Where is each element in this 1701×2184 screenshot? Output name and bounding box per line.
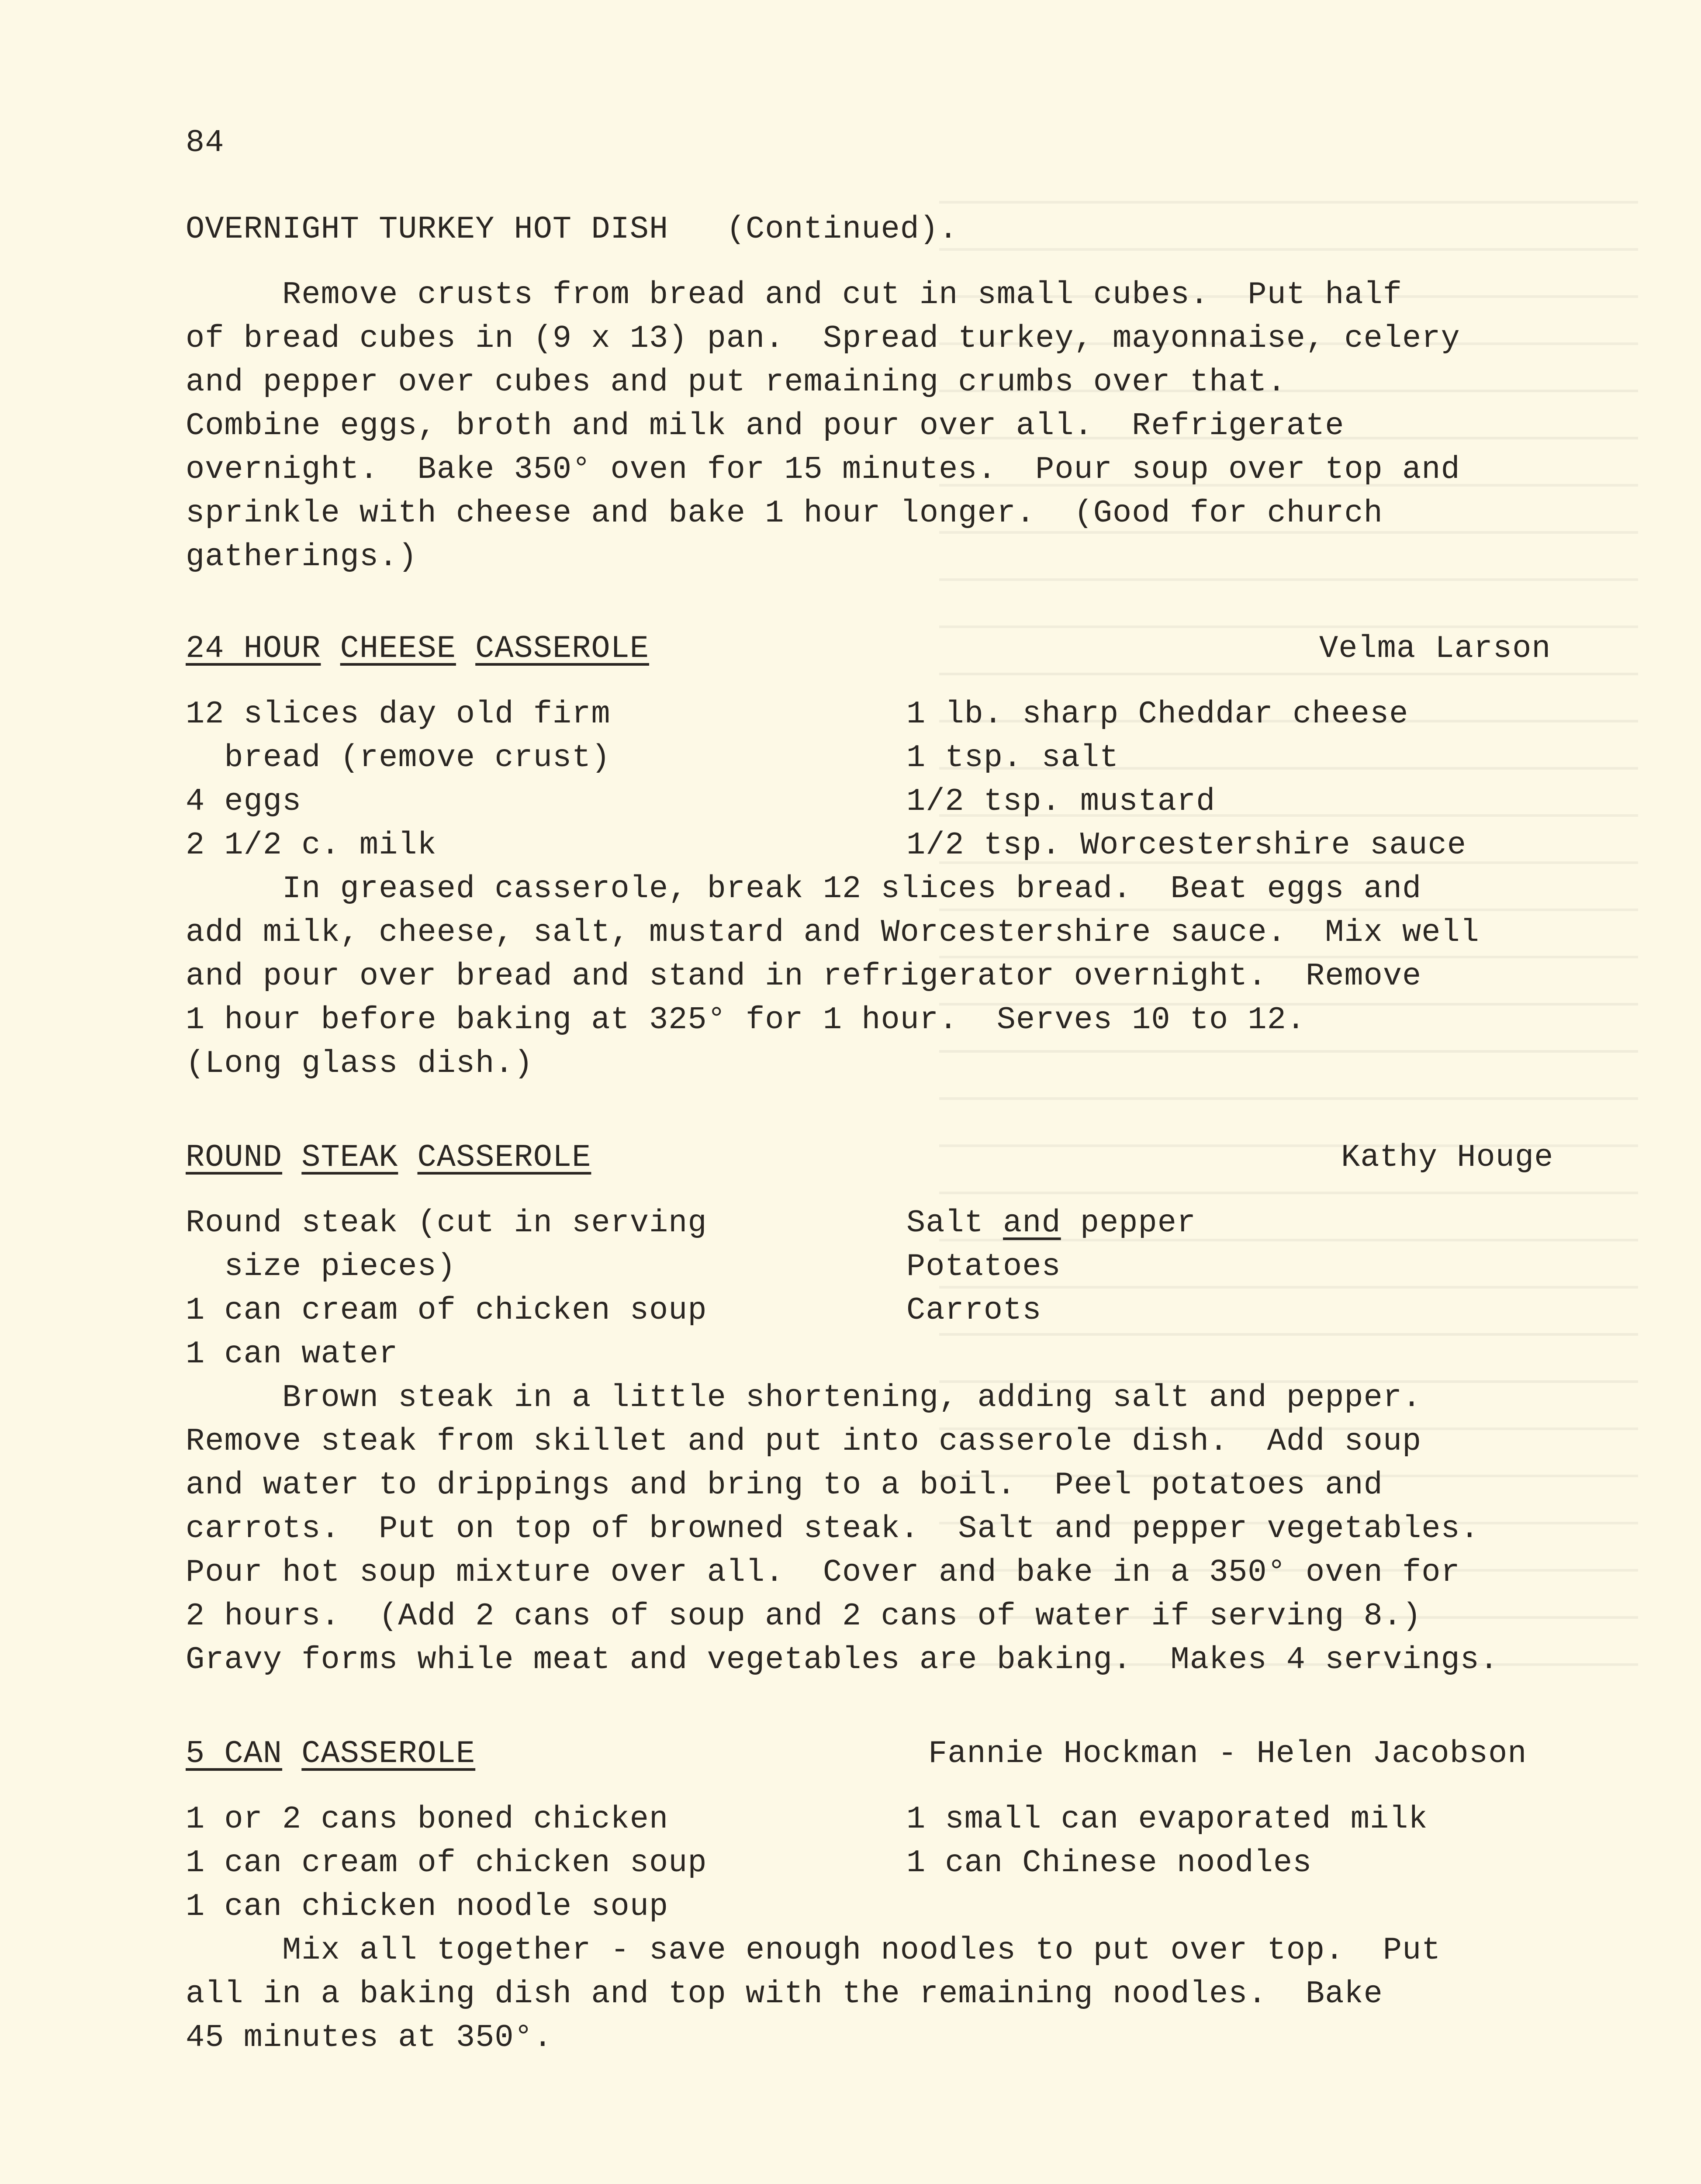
- fivecan-body-line: Mix all together - save enough noodles to put over top. Put: [186, 1932, 1441, 1968]
- steak-body-line: 2 hours. (Add 2 cans of soup and 2 cans of water if serving 8.): [186, 1598, 1422, 1634]
- ingredient-left: 4 eggs: [186, 784, 302, 819]
- turkey-body-line: overnight. Bake 350° oven for 15 minutes. Pour soup over top and: [186, 452, 1460, 487]
- title-word: CASSEROLE: [301, 1736, 476, 1772]
- ingredient-left: 1 can cream of chicken soup: [186, 1292, 707, 1328]
- ingredient-right: [906, 1201, 1196, 1245]
- ingredient-left: Round steak (cut in serving: [186, 1205, 707, 1241]
- steak-body-line: Brown steak in a little shortening, adding salt and pepper.: [186, 1380, 1422, 1416]
- ingredient-right: 1 lb. sharp Cheddar cheese: [906, 696, 1409, 732]
- ingredient-left: 12 slices day old firm: [186, 696, 611, 732]
- ingredient-right: 1 can Chinese noodles: [906, 1845, 1312, 1881]
- title-word: 24 HOUR: [186, 631, 321, 667]
- ingredient-left: 1 can water: [186, 1336, 398, 1372]
- cheese-body-line: and pour over bread and stand in refrigerator overnight. Remove: [186, 958, 1422, 994]
- ingredient-left: size pieces): [186, 1249, 456, 1285]
- ingredient-left: 2 1/2 c. milk: [186, 827, 437, 863]
- title-word: CASSEROLE: [475, 631, 650, 667]
- ingredient-right: Carrots: [906, 1292, 1042, 1328]
- steak-body-line: Gravy forms while meat and vegetables are baking. Makes 4 servings.: [186, 1642, 1499, 1678]
- ingredient-left: 1 or 2 cans boned chicken: [186, 1801, 669, 1837]
- cheese-body-line: 1 hour before baking at 325° for 1 hour. Serves 10 to 12.: [186, 1002, 1306, 1038]
- title-word: ROUND: [186, 1140, 283, 1175]
- steak-body-line: Pour hot soup mixture over all. Cover and bake in a 350° oven for: [186, 1555, 1460, 1590]
- recipe-title-steak: [186, 1136, 591, 1179]
- recipe-heading-turkey: OVERNIGHT TURKEY HOT DISH (Continued).: [186, 211, 958, 247]
- turkey-body-line: sprinkle with cheese and bake 1 hour longer. (Good for church: [186, 495, 1383, 531]
- title-word: CASSEROLE: [417, 1140, 591, 1175]
- turkey-body-line: Combine eggs, broth and milk and pour over all. Refrigerate: [186, 408, 1345, 444]
- ingredient-left: 1 can cream of chicken soup: [186, 1845, 707, 1881]
- recipe-title-fivecan: [186, 1732, 475, 1776]
- recipe-title-cheese: [186, 627, 649, 670]
- ingredient-right: 1 tsp. salt: [906, 740, 1119, 776]
- title-word: 5 CAN: [186, 1736, 283, 1772]
- fivecan-body-line: 45 minutes at 350°.: [186, 2020, 553, 2056]
- ingredient-word: pepper: [1080, 1205, 1196, 1241]
- ingredient-right: 1/2 tsp. mustard: [906, 784, 1216, 819]
- ingredient-right: 1 small can evaporated milk: [906, 1801, 1428, 1837]
- steak-body-line: carrots. Put on top of browned steak. Salt and pepper vegetables.: [186, 1511, 1480, 1547]
- ingredient-left: bread (remove crust): [186, 740, 611, 776]
- ingredient-left: 1 can chicken noodle soup: [186, 1889, 669, 1925]
- ingredient-word: and: [1003, 1205, 1061, 1241]
- ingredient-word: Salt: [906, 1205, 984, 1241]
- title-word: CHEESE: [340, 631, 456, 667]
- ingredient-right: 1/2 tsp. Worcestershire sauce: [906, 827, 1467, 863]
- recipe-author: Velma Larson: [1319, 631, 1551, 667]
- fivecan-body-line: all in a baking dish and top with the remaining noodles. Bake: [186, 1976, 1383, 2012]
- cheese-body-line: add milk, cheese, salt, mustard and Worcestershire sauce. Mix well: [186, 915, 1480, 950]
- recipe-author: Kathy Houge: [1341, 1140, 1554, 1175]
- turkey-body-line: gatherings.): [186, 539, 418, 575]
- title-word: STEAK: [301, 1140, 398, 1175]
- page-number: 84: [186, 125, 225, 161]
- recipe-author: Fannie Hockman - Helen Jacobson: [928, 1736, 1527, 1772]
- cheese-body-line: (Long glass dish.): [186, 1046, 533, 1082]
- ingredient-right: Potatoes: [906, 1249, 1061, 1285]
- turkey-body-line: Remove crusts from bread and cut in small cubes. Put half: [186, 277, 1403, 313]
- cheese-body-line: In greased casserole, break 12 slices bread. Beat eggs and: [186, 871, 1422, 907]
- turkey-body-line: and pepper over cubes and put remaining crumbs over that.: [186, 364, 1286, 400]
- steak-body-line: Remove steak from skillet and put into casserole dish. Add soup: [186, 1424, 1422, 1459]
- turkey-body-line: of bread cubes in (9 x 13) pan. Spread turkey, mayonnaise, celery: [186, 321, 1460, 356]
- steak-body-line: and water to drippings and bring to a boil. Peel potatoes and: [186, 1467, 1383, 1503]
